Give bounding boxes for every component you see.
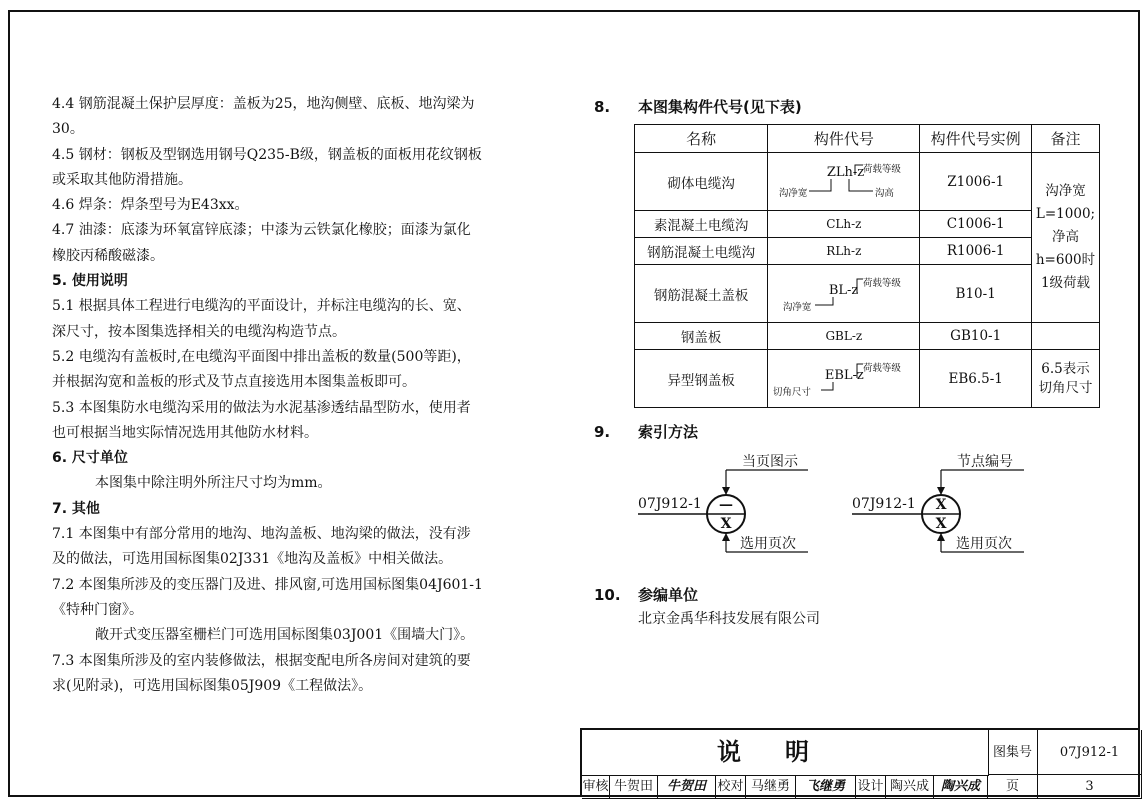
code-leader-lines — [769, 273, 919, 311]
table-cell-note: 沟净宽 L=1000; 净高 h=600时 1级荷载 — [1032, 153, 1100, 323]
note-line: 4.4 钢筋混凝土保护层厚度：盖板为25，地沟侧壁、底板、地沟梁为 — [52, 96, 475, 112]
table-cell-code: BL-z 荷载等级 沟净宽 — [768, 265, 920, 323]
check-label: 审核 — [582, 775, 610, 799]
index-ref-left: 07J912-1 — [638, 496, 702, 512]
table-cell-note — [1032, 323, 1100, 350]
notes-left-column — [52, 92, 572, 699]
table-row — [635, 323, 1100, 350]
table-header: 名称 — [635, 125, 768, 153]
table-header: 备注 — [1032, 125, 1100, 153]
proof-name: 马继勇 — [746, 775, 796, 799]
title-block — [580, 728, 1140, 797]
table-cell-example: R1006-1 — [920, 238, 1032, 265]
atlas-label: 图集号 — [988, 730, 1038, 775]
check-name: 牛贺田 — [610, 775, 658, 799]
sheet-title: 说明 — [582, 730, 989, 776]
page-label: 页 — [988, 775, 1038, 799]
table-header: 构件代号 — [768, 125, 920, 153]
index-right-bottom: X — [935, 516, 947, 532]
note-line: 7.2 本图集所涉及的变压器门及进、排风窗,可选用国标图集04J601-1 — [52, 576, 483, 593]
table-cell-code: RLh-z — [768, 238, 920, 265]
note-line: 4.6 焊条：焊条型号为E43xx。 — [52, 197, 249, 214]
note-line: 7. 其他 — [52, 500, 100, 517]
table-cell-name: 钢盖板 — [635, 323, 768, 350]
design-name: 陶兴成 — [886, 775, 934, 799]
note-line: 5.1 根据具体工程进行电缆沟的平面设计，并标注电缆沟的长、宽、 — [52, 298, 471, 315]
table-cell-note: 6.5表示 切角尺寸 — [1032, 350, 1100, 408]
table-cell-code: ZLh-z 荷载等级 沟净宽 沟高 — [768, 153, 920, 211]
note-line: 6. 尺寸单位 — [52, 450, 128, 467]
index-label-node-number: 节点编号 — [957, 454, 1013, 470]
note-line: 橡胶丙稀酸磁漆。 — [52, 247, 164, 264]
table-cell-name: 钢筋混凝土电缆沟 — [635, 238, 768, 265]
table-cell-example: B10-1 — [920, 265, 1032, 323]
table-row — [635, 153, 1100, 211]
note-line: 5. 使用说明 — [52, 273, 128, 290]
note-line: 5.3 本图集防水电缆沟采用的做法为水泥基渗透结晶型防水，使用者 — [52, 399, 471, 416]
section-10-heading: 10. 参编单位 — [594, 586, 699, 604]
table-row — [635, 238, 1100, 265]
table-row — [635, 265, 1100, 323]
index-left-top: — — [719, 497, 733, 513]
note-line: 也可根据当地实际情况选用其他防水材料。 — [52, 424, 318, 441]
index-label-current-page: 当页图示 — [742, 454, 798, 470]
note-line: 7.3 本图集所涉及的室内装修做法，根据变配电所各房间对建筑的要 — [52, 652, 471, 669]
index-ref-right: 07J912-1 — [852, 496, 916, 512]
note-line: 7.1 本图集中有部分常用的地沟、地沟盖板、地沟梁的做法，没有涉 — [52, 526, 471, 543]
note-line: 求(见附录)，可选用国标图集05J909《工程做法》。 — [52, 677, 373, 694]
table-cell-example: EB6.5-1 — [920, 350, 1032, 408]
table-cell-code: EBL-z 荷载等级 切角尺寸 — [768, 350, 920, 408]
design-signature: 陶兴成 — [934, 775, 988, 799]
index-label-selected-page: 选用页次 — [740, 536, 796, 552]
atlas-number: 07J912-1 — [1038, 730, 1142, 775]
table-cell-example: C1006-1 — [920, 211, 1032, 238]
note-line: 或采取其他防滑措施。 — [52, 171, 192, 188]
table-cell-name: 异型钢盖板 — [635, 350, 768, 408]
table-cell-code: CLh-z — [768, 211, 920, 238]
table-cell-name: 钢筋混凝土盖板 — [635, 265, 768, 323]
component-code-table — [634, 124, 1100, 408]
table-cell-code: GBL-z — [768, 323, 920, 350]
design-label: 设计 — [856, 775, 886, 799]
note-line: 5.2 电缆沟有盖板时,在电缆沟平面图中排出盖板的数量(500等距)， — [52, 348, 471, 365]
table-cell-name: 砌体电缆沟 — [635, 153, 768, 211]
table-row — [635, 350, 1100, 408]
index-label-selected-page-right: 选用页次 — [956, 536, 1012, 552]
check-signature: 牛贺田 — [658, 775, 716, 799]
note-line: 及的做法，可选用国标图集02J331《地沟及盖板》中相关做法。 — [52, 551, 453, 568]
table-cell-example: GB10-1 — [920, 323, 1032, 350]
contributing-unit: 北京金禹华科技发展有限公司 — [638, 611, 820, 627]
section-9-heading: 9. 索引方法 — [594, 423, 699, 441]
note-line: 30。 — [52, 121, 84, 138]
note-line: 并根据沟宽和盖板的形式及节点直接选用本图集盖板即可。 — [52, 374, 416, 391]
note-line: 4.5 钢材：钢板及型钢选用钢号Q235-B级，钢盖板的面板用花纹钢板 — [52, 146, 482, 163]
table-cell-example: Z1006-1 — [920, 153, 1032, 211]
note-line: 深尺寸，按本图集选择相关的电缆沟构造节点。 — [52, 323, 346, 340]
table-cell-name: 素混凝土电缆沟 — [635, 211, 768, 238]
proof-label: 校对 — [716, 775, 746, 799]
index-method-diagram — [630, 448, 1050, 573]
index-right-top: X — [935, 497, 947, 513]
index-left-bottom: X — [720, 516, 732, 532]
table-header: 构件代号实例 — [920, 125, 1032, 153]
code-leader-lines — [769, 161, 919, 199]
table-header-row — [635, 125, 1100, 153]
section-8-heading: 8. 本图集构件代号(见下表) — [594, 98, 802, 116]
code-leader-lines — [769, 358, 919, 396]
note-line: 《特种门窗》。 — [52, 601, 143, 618]
table-row — [635, 211, 1100, 238]
note-line: 敞开式变压器室栅栏门可选用国标图集03J001《围墙大门》。 — [95, 627, 475, 644]
proof-signature: 飞继勇 — [796, 775, 856, 799]
note-line: 本图集中除注明外所注尺寸均为mm。 — [95, 475, 332, 492]
note-line: 4.7 油漆：底漆为环氧富锌底漆；中漆为云铁氯化橡胶；面漆为氯化 — [52, 222, 471, 239]
page-number: 3 — [1038, 775, 1142, 799]
